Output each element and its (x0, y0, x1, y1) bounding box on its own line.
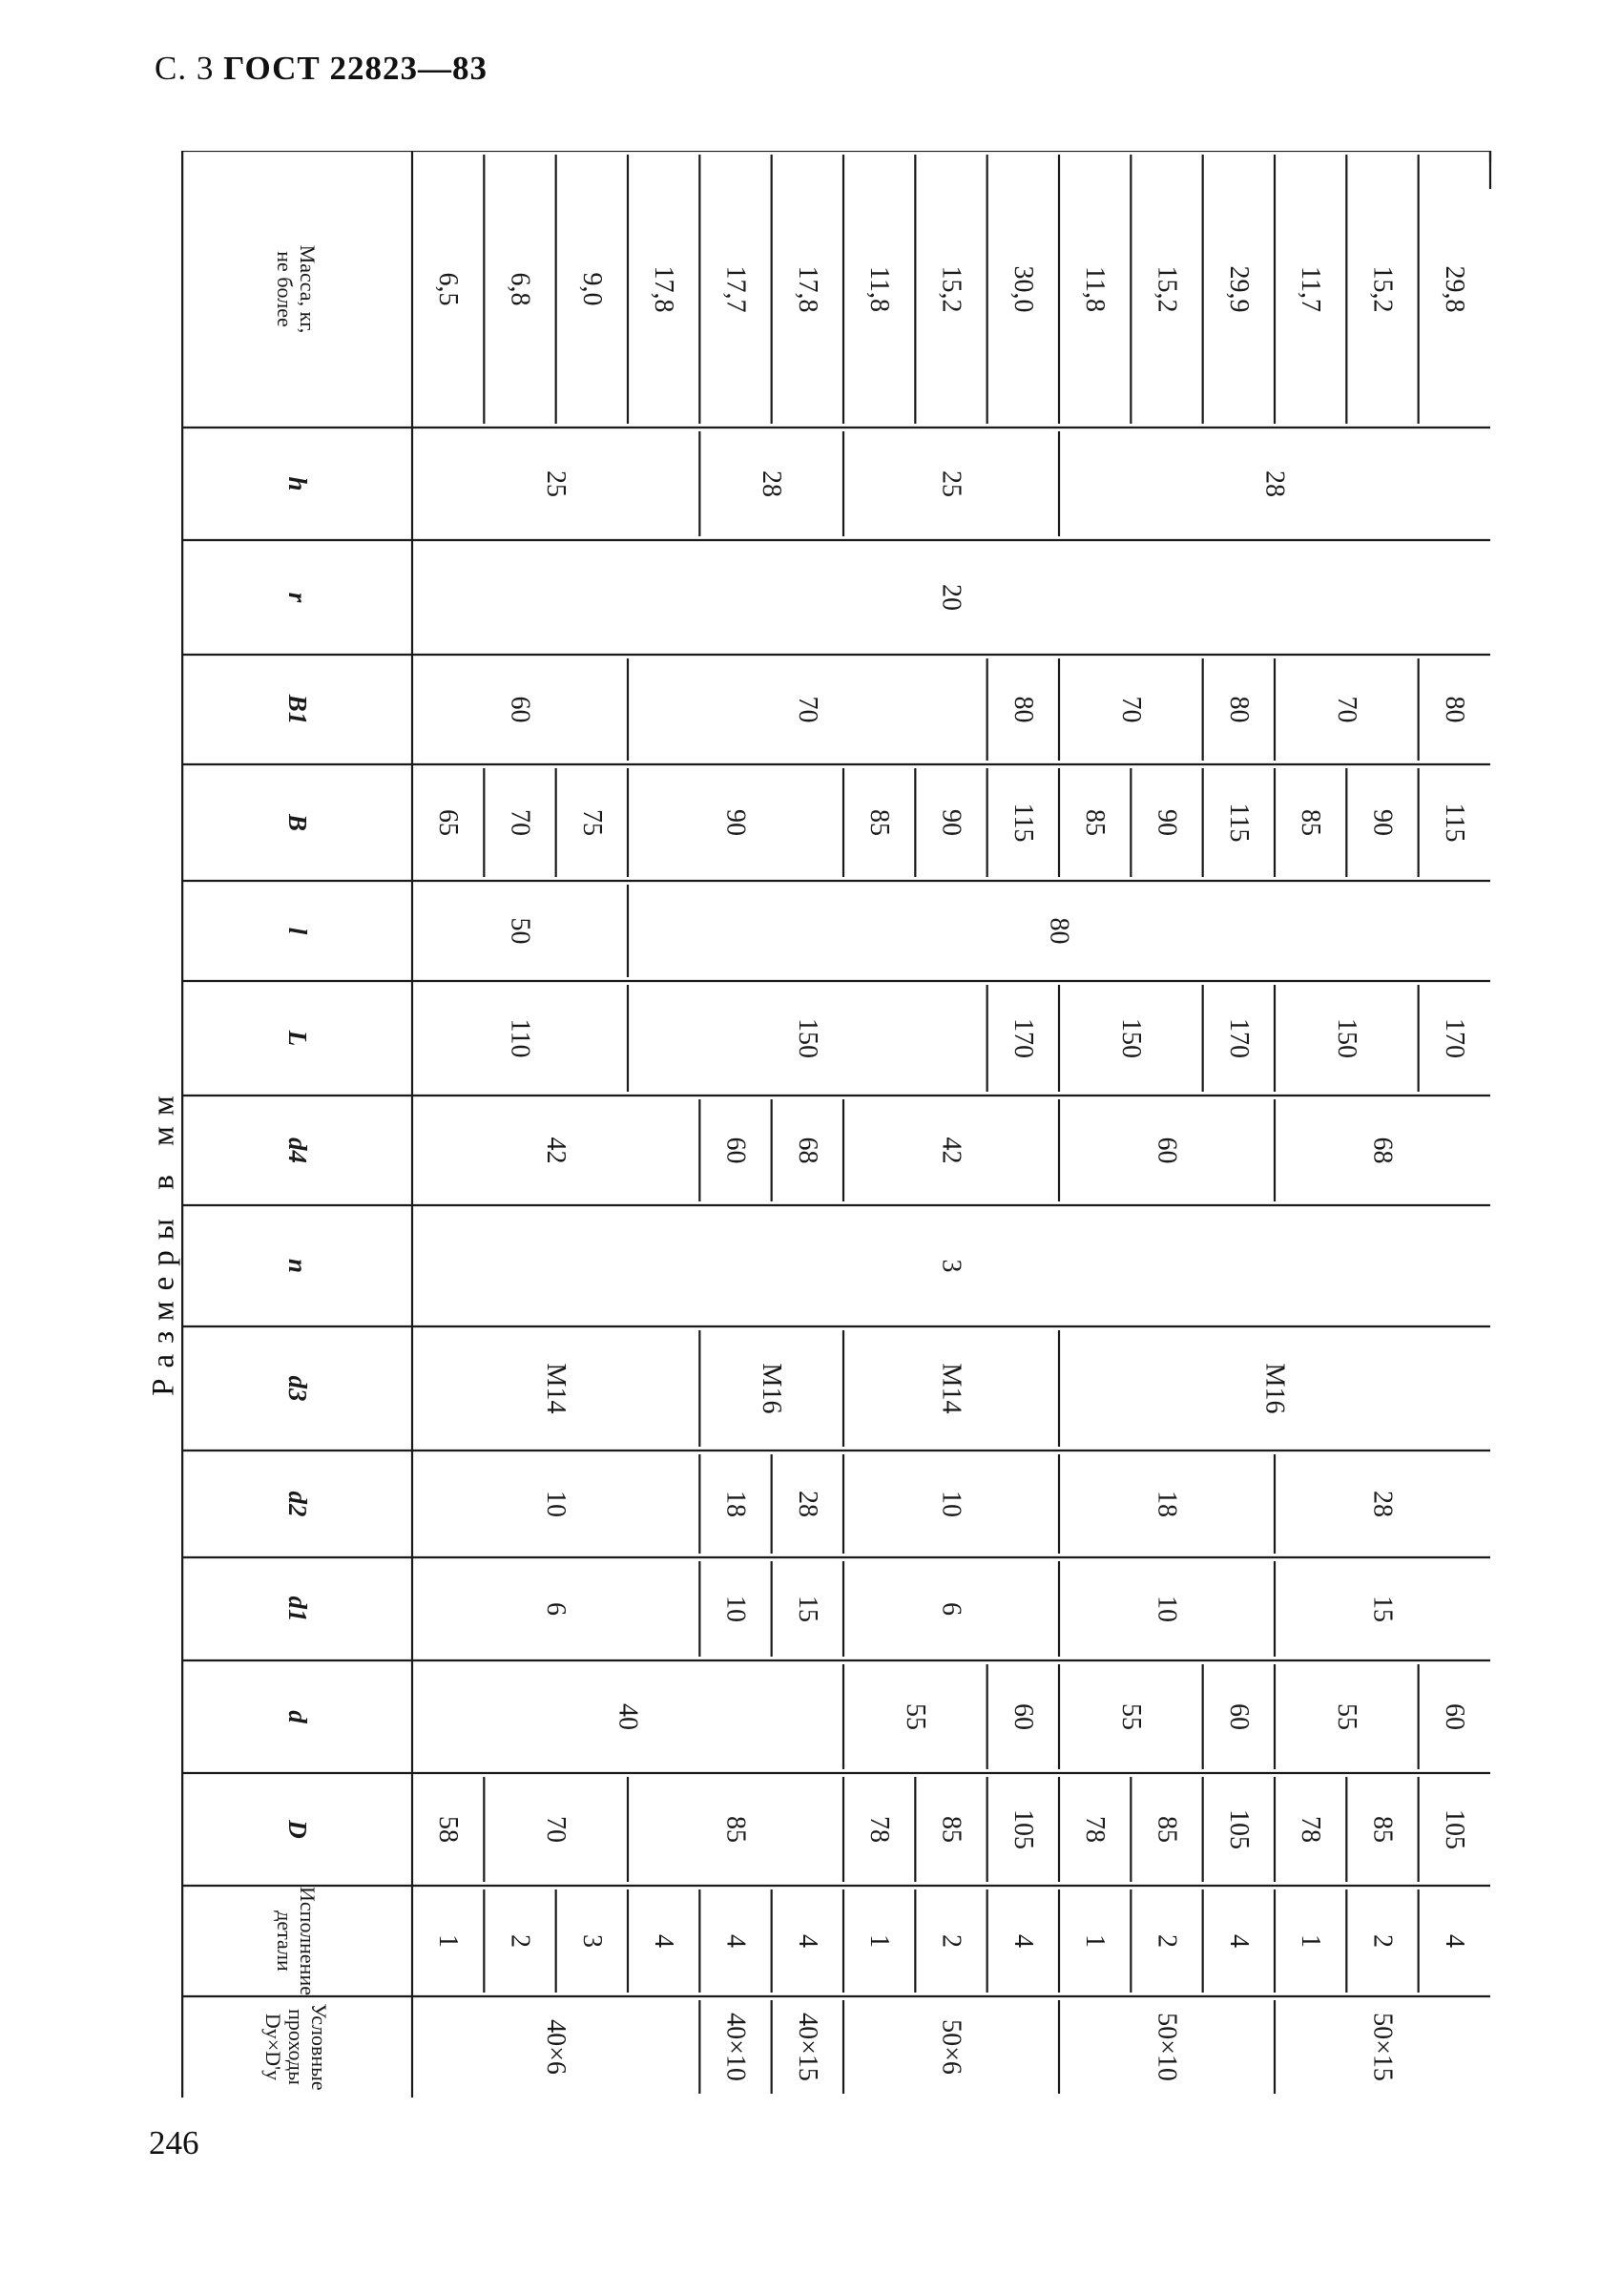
cell-d-1: 55 (900, 1703, 930, 1730)
cell-D-2: 85 (720, 1816, 751, 1843)
cell-type-4: 50×10 (1152, 2013, 1182, 2081)
cell-n-0: 3 (936, 1259, 966, 1273)
cell-d-3: 55 (1115, 1703, 1146, 1730)
cell-B1-2: 80 (1007, 696, 1038, 723)
row-header-r: r (283, 592, 312, 603)
cell-D-4: 85 (936, 1816, 966, 1843)
cell-D-10: 85 (1367, 1816, 1398, 1843)
cell-B1-1: 70 (792, 696, 822, 723)
cell-isp-4: 4 (720, 1934, 751, 1948)
cell-d-5: 55 (1331, 1703, 1361, 1730)
cell-mass-3: 17,8 (649, 265, 679, 313)
row-header-D: D (283, 1820, 312, 1839)
cell-D-6: 78 (1080, 1816, 1111, 1843)
cell-isp-6: 1 (864, 1934, 895, 1948)
cell-type-3: 50×6 (936, 2019, 966, 2075)
cell-l-0: 50 (505, 917, 535, 945)
row-header-mass: Масса, кг,не более (273, 244, 320, 334)
cell-mass-8: 30,0 (1007, 265, 1038, 313)
cell-D-0: 58 (433, 1816, 464, 1843)
cell-B-11: 90 (1367, 809, 1398, 836)
cell-d2-5: 28 (1367, 1491, 1398, 1517)
cell-l-1: 80 (1044, 917, 1074, 945)
cell-d2-1: 18 (720, 1491, 751, 1517)
row-header-h: h (283, 476, 312, 491)
cell-d1-1: 10 (720, 1596, 751, 1622)
header-prefix: С. 3 (155, 50, 215, 87)
cell-d-6: 60 (1439, 1703, 1469, 1730)
units-caption: Размеры в мм (146, 1085, 181, 1396)
cell-L-1: 150 (792, 1018, 822, 1058)
cell-mass-13: 15,2 (1367, 265, 1398, 313)
cell-d2-3: 10 (936, 1491, 966, 1517)
cell-B-2: 75 (576, 809, 607, 836)
row-header-B: B (283, 813, 312, 832)
cell-isp-2: 3 (576, 1934, 607, 1948)
row-header-l: l (283, 927, 312, 935)
cell-B1-3: 70 (1115, 696, 1146, 723)
cell-D-1: 70 (541, 1816, 571, 1843)
cell-B-9: 115 (1223, 803, 1254, 843)
cell-D-9: 78 (1296, 1816, 1326, 1843)
cell-D-8: 105 (1223, 1809, 1254, 1849)
cell-h-3: 28 (1259, 470, 1290, 497)
cell-L-2: 170 (1007, 1018, 1038, 1058)
cell-mass-9: 11,8 (1080, 266, 1111, 312)
cell-h-0: 25 (541, 470, 571, 497)
cell-B1-4: 80 (1223, 696, 1254, 723)
cell-B-3: 90 (720, 809, 751, 836)
cell-r-0: 20 (936, 584, 966, 611)
cell-d3-2: M14 (936, 1363, 966, 1414)
row-header-d: d (283, 1710, 312, 1723)
cell-d1-0: 6 (541, 1602, 571, 1616)
cell-h-2: 25 (936, 470, 966, 497)
cell-B-10: 85 (1296, 809, 1326, 836)
cell-d1-5: 15 (1367, 1596, 1398, 1622)
cell-d2-4: 18 (1152, 1491, 1182, 1517)
cell-mass-2: 9,0 (576, 272, 607, 306)
cell-isp-9: 1 (1080, 1934, 1111, 1948)
cell-mass-1: 6,8 (505, 272, 535, 306)
cell-d-4: 60 (1223, 1703, 1254, 1730)
cell-mass-10: 15,2 (1152, 265, 1182, 313)
cell-h-1: 28 (757, 470, 787, 497)
cell-B-1: 70 (505, 809, 535, 836)
cell-mass-14: 29,8 (1439, 265, 1469, 313)
cell-B-12: 115 (1439, 803, 1469, 843)
cell-mass-6: 11,8 (864, 266, 895, 312)
cell-D-3: 78 (864, 1816, 895, 1843)
row-header-d2: d2 (283, 1491, 312, 1517)
cell-isp-3: 4 (649, 1934, 679, 1948)
cell-B-0: 65 (433, 809, 464, 836)
row-header-L: L (283, 1030, 312, 1047)
cell-mass-4: 17,7 (720, 265, 751, 313)
cell-d4-5: 68 (1367, 1137, 1398, 1164)
cell-d4-2: 68 (792, 1137, 822, 1164)
cell-L-5: 150 (1331, 1018, 1361, 1058)
row-header-n: n (283, 1258, 312, 1274)
cell-type-2: 40×15 (792, 2013, 822, 2081)
cell-d-0: 40 (613, 1703, 643, 1730)
dimensions-table (181, 151, 1498, 2117)
cell-mass-12: 11,7 (1296, 266, 1326, 312)
row-header-d3: d3 (283, 1375, 312, 1402)
cell-B-4: 85 (864, 809, 895, 836)
cell-d1-2: 15 (792, 1596, 822, 1622)
cell-d1-3: 6 (936, 1602, 966, 1616)
cell-d4-1: 60 (720, 1137, 751, 1164)
cell-d4-3: 42 (936, 1137, 966, 1164)
row-header-d1: d1 (283, 1596, 312, 1622)
cell-isp-0: 1 (433, 1934, 464, 1948)
row-header-B1: B1 (283, 694, 312, 725)
cell-d3-0: M14 (541, 1363, 571, 1414)
page-header (155, 50, 488, 88)
cell-d1-4: 10 (1152, 1596, 1182, 1622)
row-header-isp: Исполнениедетали (273, 1887, 320, 1995)
row-header-type: УсловныепроходыDу×D'у (261, 2003, 331, 2091)
header-title: ГОСТ 22823—83 (223, 50, 488, 87)
cell-L-0: 110 (505, 1018, 535, 1058)
cell-isp-11: 4 (1223, 1934, 1254, 1948)
cell-isp-5: 4 (792, 1934, 822, 1948)
cell-mass-5: 17,8 (792, 265, 822, 313)
cell-mass-11: 29,9 (1223, 265, 1254, 313)
cell-d2-2: 28 (792, 1491, 822, 1517)
cell-D-5: 105 (1007, 1809, 1038, 1849)
cell-B-6: 115 (1007, 803, 1038, 843)
cell-B-8: 90 (1152, 809, 1182, 836)
cell-B-5: 90 (936, 809, 966, 836)
cell-isp-14: 4 (1439, 1934, 1469, 1948)
cell-L-3: 150 (1115, 1018, 1146, 1058)
cell-mass-0: 6,5 (433, 272, 464, 306)
row-header-d4: d4 (283, 1138, 312, 1163)
cell-d4-0: 42 (541, 1137, 571, 1164)
cell-B1-0: 60 (505, 696, 535, 723)
cell-B-7: 85 (1080, 809, 1111, 836)
cell-D-11: 105 (1439, 1809, 1469, 1849)
cell-d-2: 60 (1007, 1703, 1038, 1730)
cell-d3-3: M16 (1259, 1363, 1290, 1414)
cell-d3-1: M16 (757, 1363, 787, 1414)
cell-d4-4: 60 (1152, 1137, 1182, 1164)
cell-d2-0: 10 (541, 1491, 571, 1517)
cell-isp-12: 1 (1296, 1934, 1326, 1948)
cell-L-6: 170 (1439, 1018, 1469, 1058)
cell-mass-7: 15,2 (936, 265, 966, 313)
cell-isp-1: 2 (505, 1934, 535, 1948)
cell-isp-10: 2 (1152, 1934, 1182, 1948)
cell-type-5: 50×15 (1367, 2013, 1398, 2081)
cell-D-7: 85 (1152, 1816, 1182, 1843)
cell-isp-8: 4 (1007, 1934, 1038, 1948)
cell-type-1: 40×10 (720, 2013, 751, 2081)
cell-type-0: 40×6 (541, 2019, 571, 2075)
page-number: 246 (149, 2124, 199, 2161)
cell-B1-6: 80 (1439, 696, 1469, 723)
cell-isp-13: 2 (1367, 1934, 1398, 1948)
cell-isp-7: 2 (936, 1934, 966, 1948)
cell-L-4: 170 (1223, 1018, 1254, 1058)
cell-B1-5: 70 (1331, 696, 1361, 723)
